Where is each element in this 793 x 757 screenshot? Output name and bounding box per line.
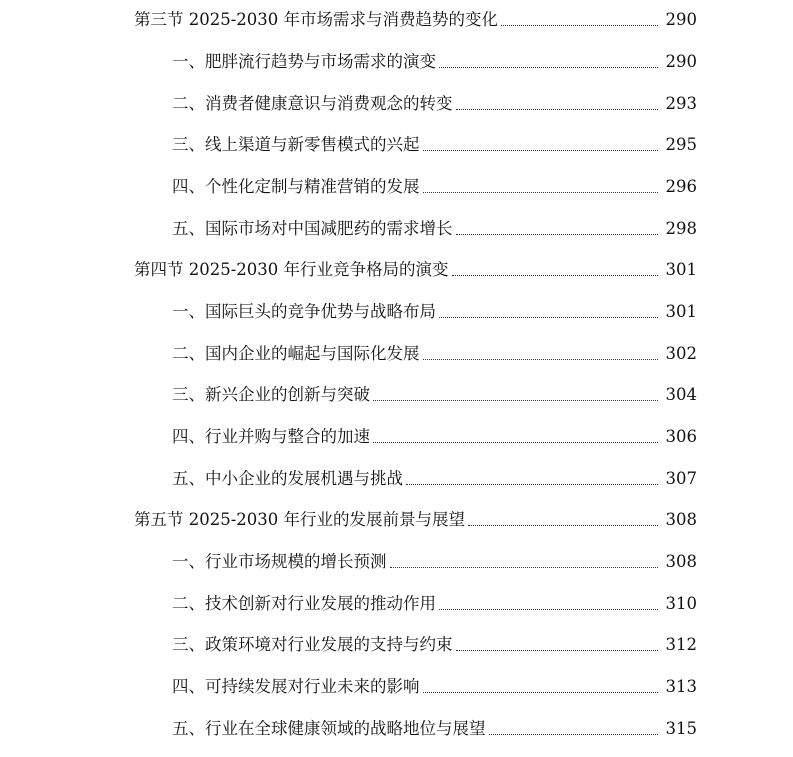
toc-page-number: 302 [665, 344, 697, 363]
toc-page-number: 293 [665, 94, 697, 113]
toc-entry-title: 一、国际巨头的竞争优势与战略布局 [172, 302, 436, 321]
dot-leader [456, 650, 659, 651]
toc-section-4[interactable] [0, 250, 793, 280]
dot-leader [439, 317, 658, 318]
toc-section-5[interactable] [0, 500, 793, 530]
toc-page-number: 308 [665, 510, 697, 529]
toc-entry-title: 三、政策环境对行业发展的支持与约束 [172, 635, 453, 654]
toc-entry-title: 第四节 2025-2030 年行业竞争格局的演变 [134, 260, 449, 279]
toc-page-number: 304 [665, 385, 697, 404]
toc-item[interactable] [0, 459, 793, 489]
toc-page-number: 296 [665, 177, 697, 196]
toc-entry-title: 三、新兴企业的创新与突破 [172, 385, 370, 404]
dot-leader [456, 234, 659, 235]
toc-item[interactable] [0, 292, 793, 322]
dot-leader [423, 359, 659, 360]
toc-item[interactable] [0, 709, 793, 739]
dot-leader [423, 192, 659, 193]
toc-entry-title: 五、行业在全球健康领域的战略地位与展望 [172, 719, 486, 738]
toc-entry-title: 第五节 2025-2030 年行业的发展前景与展望 [134, 510, 466, 529]
dot-leader [456, 109, 659, 110]
toc-entry-title: 五、中小企业的发展机遇与挑战 [172, 469, 403, 488]
toc-item[interactable] [0, 209, 793, 239]
dot-leader [489, 734, 659, 735]
toc-page-number: 308 [665, 552, 697, 571]
toc-item[interactable] [0, 125, 793, 155]
dot-leader [501, 25, 658, 26]
toc-entry-title: 三、线上渠道与新零售模式的兴起 [172, 135, 420, 154]
toc-entry-title: 一、肥胖流行趋势与市场需求的演变 [172, 52, 436, 71]
toc-page-number: 312 [665, 635, 697, 654]
toc-page-number: 313 [665, 677, 697, 696]
toc-page-number: 301 [665, 302, 697, 321]
toc-page-number: 298 [665, 219, 697, 238]
toc-page-number: 301 [665, 260, 697, 279]
toc-entry-title: 一、行业市场规模的增长预测 [172, 552, 387, 571]
toc-item[interactable] [0, 667, 793, 697]
toc-item[interactable] [0, 417, 793, 447]
toc-page-number: 310 [665, 594, 697, 613]
toc-entry-title: 五、国际市场对中国减肥药的需求增长 [172, 219, 453, 238]
toc-item[interactable] [0, 42, 793, 72]
toc-entry-title: 四、行业并购与整合的加速 [172, 427, 370, 446]
toc-entry-title: 四、个性化定制与精准营销的发展 [172, 177, 420, 196]
toc-item[interactable] [0, 542, 793, 572]
toc-item[interactable] [0, 84, 793, 114]
dot-leader [373, 400, 658, 401]
toc-page-number: 315 [665, 719, 697, 738]
toc-item[interactable] [0, 584, 793, 614]
toc-section-3[interactable] [0, 0, 793, 30]
toc-item[interactable] [0, 334, 793, 364]
toc-page-number: 290 [665, 10, 697, 29]
toc-entry-title: 二、技术创新对行业发展的推动作用 [172, 594, 436, 613]
toc-page-number: 295 [665, 135, 697, 154]
toc-entry-title: 二、消费者健康意识与消费观念的转变 [172, 94, 453, 113]
dot-leader [439, 67, 658, 68]
dot-leader [452, 275, 658, 276]
toc-entry-title: 第三节 2025-2030 年市场需求与消费趋势的变化 [134, 10, 499, 29]
toc-page-number: 290 [665, 52, 697, 71]
dot-leader [373, 442, 658, 443]
toc-entry-title: 四、可持续发展对行业未来的影响 [172, 677, 420, 696]
toc-page-number: 307 [665, 469, 697, 488]
toc-item[interactable] [0, 375, 793, 405]
dot-leader [423, 150, 659, 151]
toc-page-number: 306 [665, 427, 697, 446]
toc-item[interactable] [0, 625, 793, 655]
dot-leader [439, 609, 658, 610]
dot-leader [423, 692, 659, 693]
dot-leader [468, 525, 658, 526]
dot-leader [390, 567, 659, 568]
toc-entry-title: 二、国内企业的崛起与国际化发展 [172, 344, 420, 363]
toc-item[interactable] [0, 167, 793, 197]
dot-leader [406, 484, 658, 485]
